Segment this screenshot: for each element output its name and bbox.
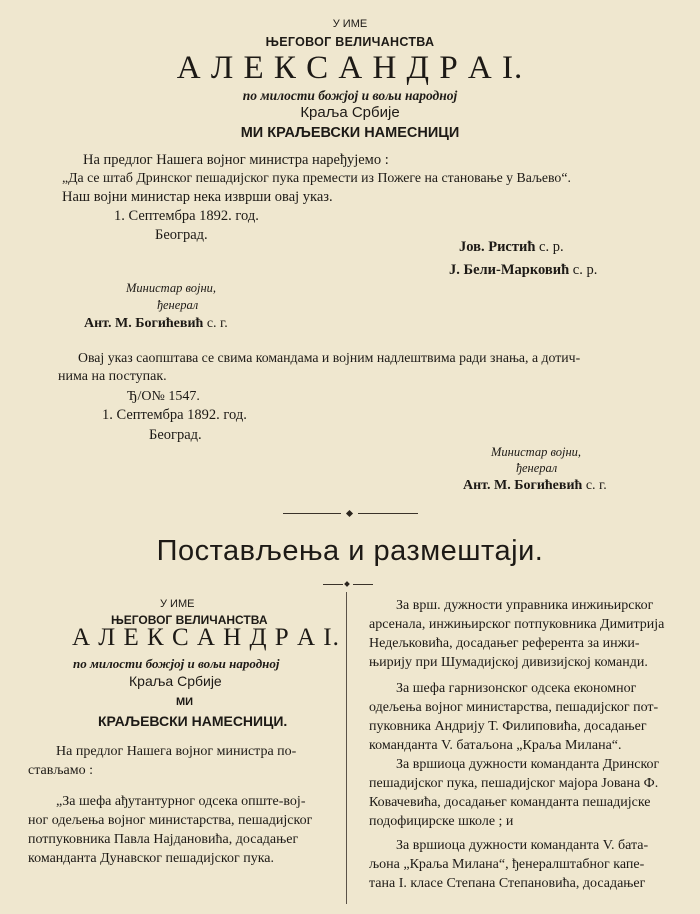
notice-minister-title: Министар војни, xyxy=(491,445,582,459)
section-title: Постављења и размештаји. xyxy=(156,535,544,567)
left-regents: КРАЉЕВСКИ НАМЕСНИЦИ. xyxy=(98,713,288,729)
right-line-6: одељења војног министарства, пешадијског пот- xyxy=(369,700,659,715)
notice-city: Београд. xyxy=(149,427,202,443)
notice-date: 1. Септембра 1892. год. xyxy=(102,407,247,423)
notice-minister-suffix: с. г. xyxy=(585,478,607,493)
decree-line-3: Наш војни министар нека изврши овај указ. xyxy=(62,189,333,205)
divider-line-left xyxy=(283,513,341,514)
grace-line: по милости божјој и вољи народној xyxy=(242,88,458,103)
left-line-1: На предлог Нашега војног министра по- xyxy=(56,744,297,759)
left-king: А Л Е К С А Н Д Р А I. xyxy=(72,624,340,651)
king-heading: А Л Е К С А Н Д Р А I. xyxy=(176,50,524,86)
ornament-line-left xyxy=(323,584,343,585)
left-grace: по милости божјој и вољи народној xyxy=(73,656,280,671)
decree-date: 1. Септембра 1892. год. xyxy=(114,208,259,224)
column-divider xyxy=(346,592,347,904)
notice-line-2: нима на поступак. xyxy=(58,369,167,384)
right-line-14: љона „Краља Милана“, ђенералштабног капе- xyxy=(369,857,645,872)
right-line-11: Ковачевића, досадањег команданта пешадијске xyxy=(369,795,651,810)
signer1-name: Јов. Ристић xyxy=(459,239,536,255)
notice-minister-general: ђенерал xyxy=(516,461,558,475)
ornament-diamond xyxy=(344,581,350,587)
right-line-5: За шефа гарнизонског одсека економног xyxy=(396,681,637,696)
right-line-4: њирију при Шумадијској дивизијској команди. xyxy=(369,655,648,670)
notice-minister-signature xyxy=(463,478,607,494)
minister-name: Ант. М. Богићевић xyxy=(84,316,204,331)
in-name-heading: У ИМЕ xyxy=(332,18,368,30)
right-line-10: пешадијског пука, пешадијског мајора Јована Ф. xyxy=(369,776,659,791)
signature-beli-markovic xyxy=(449,262,597,279)
left-majesty: ЊЕГОВОГ ВЕЛИЧАНСТВА xyxy=(111,613,268,627)
right-line-13: За вршиоца дужности команданта V. бата- xyxy=(396,838,649,853)
notice-minister-name: Ант. М. Богићевић xyxy=(463,478,583,493)
decree-line-2: „Да се штаб Дринског пешадијског пука премести из Пожеге на становање у Ваљево“. xyxy=(62,170,571,185)
signer2-name: Ј. Бели-Марковић xyxy=(449,262,570,278)
left-in-name: У ИМЕ xyxy=(160,598,195,610)
left-line-3: „За шефа ађутантурног одсека опште-вој- xyxy=(56,794,306,809)
minister-suffix: с. г. xyxy=(206,316,228,331)
right-line-1: За врш. дужности управника инжињирског xyxy=(396,598,654,613)
signer2-suffix: с. р. xyxy=(572,262,598,278)
decree-city: Београд. xyxy=(155,227,208,243)
majesty-heading: ЊЕГОВОГ ВЕЛИЧАНСТВА xyxy=(265,35,435,49)
right-line-2: арсенала, инжињирског потпуковника Димитрија xyxy=(369,617,665,632)
right-line-8: команданта V. батаљона „Краља Милана“. xyxy=(369,738,622,753)
left-kingdom: Краља Србије xyxy=(129,673,222,689)
left-line-6: команданта Дунавског пешадијског пука. xyxy=(28,851,275,866)
left-line-4: ног одељења војног министарства, пешадијског xyxy=(28,813,313,828)
minister-title: Министар војни, xyxy=(126,281,217,295)
right-line-12: подофицирске школе ; и xyxy=(369,814,514,829)
minister-signature xyxy=(84,316,228,332)
right-line-15: тана I. класе Степана Степановића, досадањег xyxy=(369,876,646,891)
right-line-7: пуковника Андрију Т. Филиповића, досадањег xyxy=(369,719,647,734)
notice-line-1: Овај указ саопштава се свима командама и војним надлештвима ради знања, а дотич- xyxy=(78,350,581,365)
ornament-line-right xyxy=(353,584,373,585)
left-we: МИ xyxy=(176,696,194,708)
left-line-2: стављамо : xyxy=(28,763,93,778)
signer1-suffix: с. р. xyxy=(539,239,564,255)
divider-diamond xyxy=(346,510,353,517)
decree-line-1: На предлог Нашега војног министра наређујемо : xyxy=(83,152,389,168)
signature-ristic xyxy=(459,239,564,256)
divider-line-right xyxy=(358,513,418,514)
right-line-3: Недељковића, досадањег референта за инжи- xyxy=(369,636,640,651)
ornament-divider xyxy=(283,511,418,517)
left-line-5: потпуковника Павла Најдановића, досадањег xyxy=(28,832,299,847)
section-ornament xyxy=(323,583,373,587)
right-line-9: За вршиоца дужности команданта Дринског xyxy=(396,757,660,772)
kingdom-line: Краља Србије xyxy=(300,104,400,121)
minister-general: ђенерал xyxy=(157,298,199,312)
regents-heading: МИ КРАЉЕВСКИ НАМЕСНИЦИ xyxy=(240,125,460,141)
notice-number: Ђ/О№ 1547. xyxy=(127,389,200,404)
